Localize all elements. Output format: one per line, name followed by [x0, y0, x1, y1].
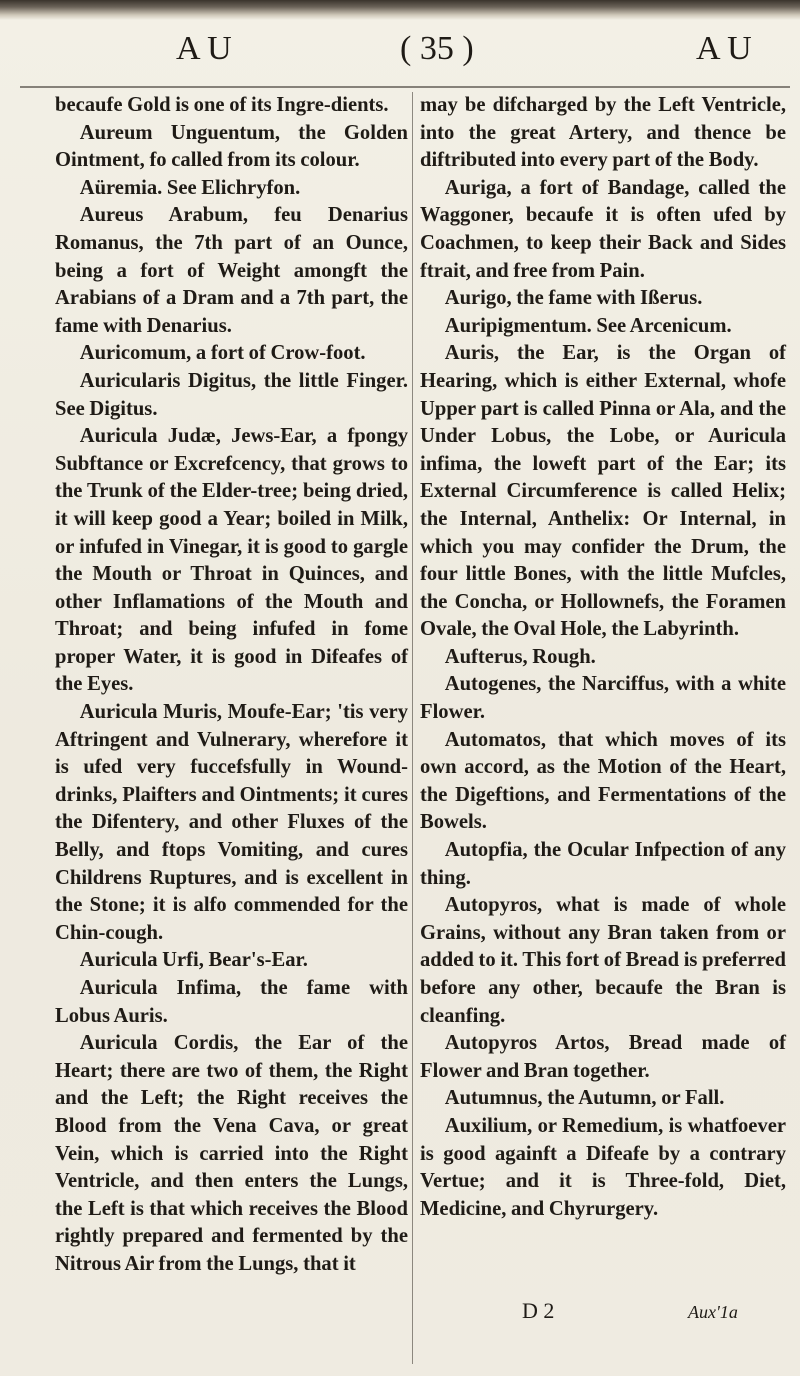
column-divider [412, 92, 413, 1364]
right-entry: Aurigo, the fame with Ißerus. [444, 287, 703, 310]
left-entry: Auricula Muris, Moufe-Ear; 'tis very Aftringent and Vulnerary, wherefore it is ufed very fuccefsfully in Wound-drinks, Plaifters and Ointments; it cures the Difentery, and other Fluxes of the Belly, and ftops Vomiting, and cures Childrens Ruptures, and is excellent in the Stone; it is alfo commended for the Chin-cough. [55, 701, 408, 944]
left-entry: Aureum Unguentum, the Golden Ointment, fo called from its colour. [55, 121, 408, 172]
header-rule [20, 86, 790, 88]
running-header [176, 30, 788, 82]
left-column [55, 92, 408, 1279]
right-column [420, 92, 786, 1223]
right-entry: Autopyros, what is made of whole Grains, without any Bran taken from or added to it. This fort of Bread is preferred before any other, becaufe the Bran is cleanfing. [420, 894, 786, 1027]
catchword: Aux'1a [688, 1302, 738, 1322]
right-entry: Auris, the Ear, is the Organ of Hearing, which is either External, whofe Upper part is called Pinna or Ala, and the Under Lobus, the Lobe, or Auricula infima, the loweft part of the Ear; its External Circumference is called Helix; the Internal, Anthelix: Or Internal, in which you may confider the Drum, the four little Bones, with the little Mufcles, the Concha, or Hollownefs, the Foramen Ovale, the Oval Hole, the Labyrinth. [420, 342, 786, 641]
left-entry: Auricula Infima, the fame with Lobus Auris. [55, 977, 408, 1027]
right-entry: Autopfia, the Ocular Infpection of any thing. [420, 839, 786, 889]
right-entry: Autopyros Artos, Bread made of Flower and Bran together. [420, 1032, 786, 1082]
left-entry: Auricula Judæ, Jews-Ear, a fpongy Subftance or Excrefcency, that grows to the Trunk of the Elder-tree; being dried, it will keep good a Year; boiled in Milk, or infufed in Vinegar, it is good to gargle the Mouth or Throat in Quinces, and other Inflamations of the Mouth and Throat; and being infufed in fome proper Water, it is good in Difeafes of the Eyes. [55, 425, 408, 696]
left-entry: Auricomum, a fort of Crow-foot. [79, 342, 366, 365]
left-entry: becaufe Gold is one of its Ingre-dients. [55, 94, 389, 116]
left-entry: Auricula Cordis, the Ear of the Heart; there are two of them, the Right and the Left; the Right receives the Blood from the Vena Cava, or great Vein, which is carried into the Right Ventricle, and then enters the Lungs, the Left is that which receives the Blood rightly prepared and fermented by the Nitrous Air from the Lungs, that it [55, 1032, 408, 1275]
right-entry: Automatos, that which moves of its own accord, as the Motion of the Heart, the Digeftions, and Fermentations of the Bowels. [420, 728, 786, 834]
right-entry: Auripigmentum. See Arcenicum. [444, 314, 732, 337]
header-right-guide: A U [696, 30, 752, 67]
left-entry: Aüremia. See Elichryfon. [79, 176, 301, 199]
right-entry: may be difcharged by the Left Ventricle, into the great Artery, and thence be diftributed into every part of the Body. [420, 94, 786, 172]
right-entry: Autumnus, the Autumn, or Fall. [444, 1087, 725, 1110]
scan-top-edge [0, 0, 800, 20]
page-number: ( 35 ) [400, 30, 474, 67]
left-entry: Auricula Urfi, Bear's-Ear. [79, 949, 308, 972]
header-left-guide: A U [176, 30, 232, 67]
right-entry: Auriga, a fort of Bandage, called the Waggoner, becaufe it is often ufed by Coachmen, to keep their Back and Sides ftrait, and free from Pain. [420, 176, 786, 282]
left-entry: Aureus Arabum, feu Denarius Romanus, the 7th part of an Ounce, being a fort of Weight amongft the Arabians of a Dram and a 7th part, the fame with Denarius. [55, 204, 408, 337]
right-entry: Aufterus, Rough. [444, 645, 596, 668]
right-entry: Auxilium, or Remedium, is whatfoever is good againft a Difeafe by a contrary Vertue; and it is Three-fold, Diet, Medicine, and Chyrurgery. [420, 1114, 786, 1220]
signature-mark: D 2 [522, 1298, 555, 1323]
page-footer [522, 1298, 792, 1338]
right-entry: Autogenes, the Narciffus, with a white Flower. [420, 673, 786, 724]
left-entry: Auricularis Digitus, the little Finger. See Digitus. [55, 369, 408, 420]
